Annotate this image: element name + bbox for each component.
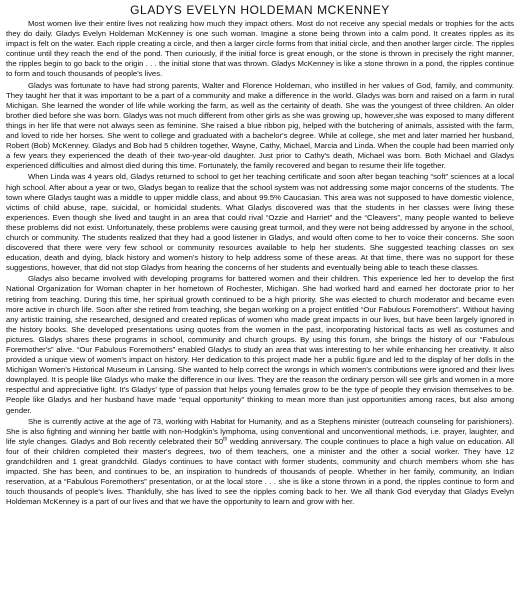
paragraph-early-life: Gladys was fortunate to have had strong parents, Walter and Florence Holdeman, who instilled in her values of God, family, and community. They taught her that it was important to be a part of a community and make a difference in the world. Gladys was born and raised on a farm in rural Michigan. She learned the wonder of life while working the farm, as well as the certainty of death. She was the youngest of three children. An older brother died before she was born. Gladys was not much different from other girls as she was growing up, however,she was exposed to many different things in her life that were not always seen as feminine. She raised a blue ribbon pig, helped with the butchering of animals, assisted with the farm, and loved to ride her horses. She went to college and graduated with a bachelor's degree. While at college, she met and later married her husband, Robert (Bob) McKenney. Gladys and Bob had 5 children together, Wayne, Cathy, Michael, Marcia and Linda. When the couple had been married only a few years they experienced the death of their two-year-old daughter. Just prior to Cathy's death, Michael was born. Both Michael and Gladys experienced difficulties and almost died during this time. Fortunately, the family recovered and began to resume their life together. — [6, 80, 514, 171]
paragraph-intro: Most women live their entire lives not realizing how much they impact others. Most do not receive any special medals or trophies for the acts they do daily. Gladys Evelyn Holdeman McKenney is one such woman. Imagine a stone being thrown into a calm pond. It creates ripples as its impact is felt on the water. Each ripple creating a circle, and then a larger circle forms from that initial circle, and then another larger circle. The ripples continue until they reach the end of the pond. Then curiously, if the initial force is great enough, or the stone is thrown in precisely the right manner, the ripples begin to go back to the origin . . . the initial stone that was thrown. Gladys McKenney is like a stone thrown in a pond, the ripples continue to form and touch thousands of people's lives. — [6, 19, 514, 79]
paragraph-teaching: When Linda was 4 years old, Gladys returned to school to get her teaching certificate and soon after began teaching “soft” sciences at a local high school. After about a year or two, Gladys began to realize that the school system was not addressing some major concerns of the students. The town where Gladys taught was a middle to upper middle class, and about 99.5% Caucasian. This area was not supposed to have domestic violence, victims of child abuse, rape, suicidal, or homicidal students. What Gladys discovered was that the students in her classes were living these experiences. Even though she lived and taught in an area that could rival “Ozzie and Harriet” and the “Cleavers”, many people wanted to believe these problems did not exist. Unfortunately, these problems were causing great turmoil, and they were not being addressed by anyone in the school, church or community. The students realized that they had a good listener in Gladys, and would often come to her to voice their concerns. She soon discovered that there were very few school or community resources available to help her students. She suggested teaching classes on sex education, death and dying, black history and women's history to help address some of these areas. At that time, there was no support for these suggestions, however, that did not stop Gladys from hearing the concerns of her students and eventually being able to teach these classes. — [6, 172, 514, 273]
paragraph-current: She is currently active at the age of 73, working with Habitat for Humanity, and as a Stephens minister (outreach counseling for parishioners). She is also fighting and winning her battle with non-Hodgkin's lymphoma, using conventional and unconventional methods, i.e. prayer, laughter, and life style changes. Gladys and Bob recently celebrated their 50th wedding anniversary. The couple continues to place a high value on education. All four of their children completed their master's degrees, two of them teachers, one a minister and the other a social worker. They have 12 grandchildren and 1 great grandchild. Gladys continues to have contact with former students, community and church members whom she has impacted. She has been, and continues to be, an inspiration to hundreds of thousands of people. Whether in her family, community, an Indian reservation, at a “Fabulous Foremothers” presentation, or at the local store . . . she is like a stone thrown in a pond, the ripples continue to form and touch thousands of people's lives. Thankfully, she has lived to see the ripples coming back to her. We all thank God everyday that Gladys Evelyn Holdeman McKenney is a part of our lives and that we have the opportunity to learn and grow with her. — [6, 416, 515, 507]
document-title: GLADYS EVELYN HOLDEMAN MCKENNEY — [130, 3, 390, 17]
paragraph-advocacy: Gladys also became involved with developing programs for battered women and their children. This experience led her to develop the first National Organization for Woman chapter in her hometown of Rochester, Michigan. She had worked hard and earned her doctorate prior to her retiring from teaching. During this time, her spiritual growth continued to be a high priority. She was elected to church moderator and became even more active in church life. Soon after she retired from teaching, she began working on a project entitled “Our Fabulous Foremothers”. Without having any artistic training, she researched, designed and created replicas of women who made great impacts in our lives, but have been largely ignored in the history books. She developed presentations using quotes from the women in the past, incorporating historical facts as well as costumes and pictures. Gladys shares these programs in school, community and church groups. By using this forum, she brings the history of our “Fabulous Foremother's” alive. “Our Fabulous Foremothers” enabled Gladys to study an area that was interesting to her while enhancing her creativity. It also provided a unique view of women's impact on history. Her dedication to this project made her a public figure and led to the display of her dolls in the Michigan Women's Historical Museum in Lansing. She wanted to help correct the wrongs in which women's contributions were ignored and their lives downplayed. It is people like Gladys who make the difference in our lives. They are the reason the ordinary person will see girls and women in a more respectful and appreciative light. It's Gladys' type of passion that helps young females grow to be the type of people they envision themselves to be. People like Gladys and her husband have made “equal opportunity” thinking to mean more than just opportunities among races, but also among gender. — [6, 274, 514, 415]
